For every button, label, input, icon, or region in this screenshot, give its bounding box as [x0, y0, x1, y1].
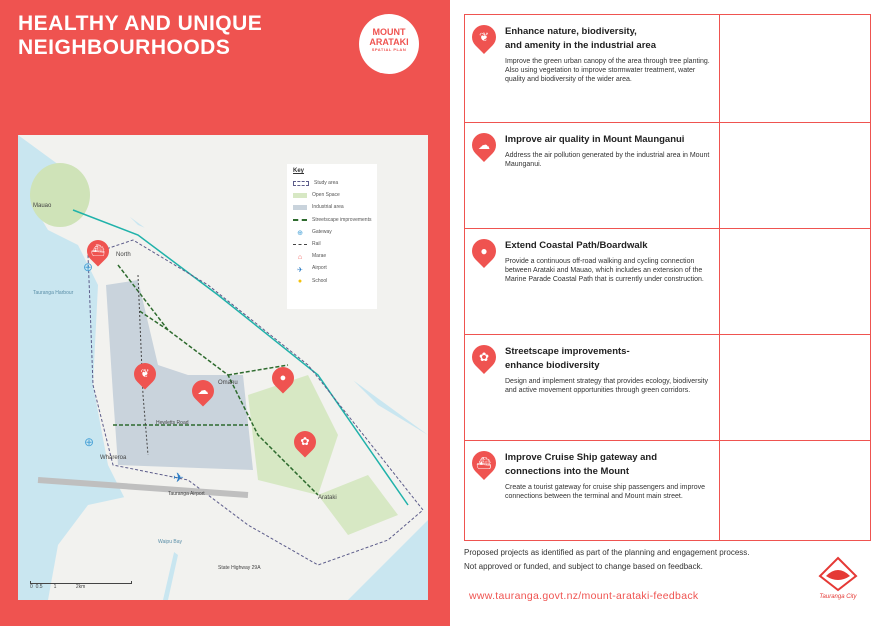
key-swatch	[293, 219, 307, 221]
project-icon	[467, 234, 501, 268]
gateway-whareroa-icon: ⊕	[84, 435, 95, 449]
page-title: HEALTHY AND UNIQUE NEIGHBOURHOODS	[18, 12, 263, 59]
project-row	[465, 441, 870, 540]
project-row	[465, 15, 870, 123]
map-pin-nature[interactable]	[129, 358, 160, 389]
leaf-icon: ❦	[478, 30, 490, 44]
project-description: Improve the green urban canopy of the area through tree planting. Also using vegetation to improve stormwater treatment, water quality and biodiversity of the wider area.	[505, 58, 710, 83]
ship-icon: ⛴	[476, 456, 492, 470]
plant-icon: ✿	[300, 436, 310, 448]
map-scale-bar: 0 0.5 1 2km	[30, 581, 132, 590]
map-label-harbour: Tauranga Harbour	[33, 290, 74, 296]
map-pin-coastal[interactable]	[267, 362, 298, 393]
map-label-waipu: Waipu Bay	[158, 539, 182, 545]
leaf-icon: ❦	[140, 368, 150, 380]
key-swatch	[293, 193, 307, 198]
project-title: Extend Coastal Path/Boardwalk	[505, 240, 648, 251]
airport-map-icon: ✈	[173, 470, 184, 485]
key-swatch	[293, 205, 307, 210]
key-item: ⌂ Marae	[287, 250, 377, 262]
council-emblem-icon	[818, 556, 858, 592]
map-label-whareroa: Whareroa	[100, 455, 127, 461]
ship-icon: ⛴	[91, 245, 105, 257]
project-title: Improve Cruise Ship gateway and connections into the Mount	[505, 452, 658, 477]
project-title: Improve air quality in Mount Maunganui	[505, 134, 685, 145]
key-item: ✈ Airport	[287, 262, 377, 274]
map-pin-streetscape[interactable]	[289, 426, 320, 457]
plant-icon: ✿	[478, 350, 490, 364]
project-description: Create a tourist gateway for cruise ship passengers and improve connections between the terminal and Mount main street.	[505, 484, 705, 500]
key-item: Study area	[287, 177, 377, 189]
map-label-hewletts: Hewletts Road	[156, 420, 189, 426]
project-row	[465, 335, 870, 441]
disclaimer-line-2: Not approved or funded, and subject to change based on feedback.	[464, 562, 703, 571]
map-pin-air[interactable]	[187, 375, 218, 406]
key-item: Open Space	[287, 189, 377, 201]
school-icon: ●	[297, 278, 303, 286]
mauao-hill	[30, 163, 90, 227]
project-title: Streetscape improvements- enhance biodiversity	[505, 346, 630, 371]
key-swatch	[293, 244, 307, 245]
project-icon	[467, 128, 501, 162]
key-item: Rail	[287, 238, 377, 250]
map-label-arataki: Arataki	[318, 495, 337, 501]
project-description: Provide a continuous off-road walking and cycling connection between Arataki and Mauao, which includes an extension of the Marine Parade Coastal Path that is currently under construction.	[505, 258, 704, 283]
project-description: Address the air pollution generated by the industrial area in Mount Maunganui.	[505, 152, 710, 168]
neighbourhood-map[interactable]	[18, 135, 428, 600]
map-label-north: North	[116, 252, 131, 258]
project-icon	[467, 446, 501, 480]
map-key: Key Study area Open Space Industrial area Streetscape improvements ⊕ Gateway Rail ⌂ Marae ✈ Airport ● School	[287, 164, 377, 309]
projects-table	[464, 14, 871, 541]
project-icon	[467, 340, 501, 374]
cloud-icon: ☁	[197, 385, 209, 397]
marae-icon: ⌂	[297, 253, 303, 261]
project-icon	[467, 20, 501, 54]
key-item: Streetscape improvements	[287, 214, 377, 226]
feedback-link[interactable]: www.tauranga.govt.nz/mount-arataki-feedback	[469, 590, 699, 602]
project-row	[465, 123, 870, 229]
key-swatch	[293, 181, 309, 186]
gateway-north-icon: ⊕	[83, 260, 94, 274]
map-label-airport: Tauranga Airport	[168, 491, 205, 497]
project-title: Enhance nature, biodiversity, and amenity in the industrial area	[505, 26, 656, 51]
map-label-sh29: State Highway 29A	[218, 565, 261, 571]
project-description: Design and implement strategy that provides ecology, biodiversity and active movement opportunities through green corridors.	[505, 378, 708, 394]
map-label-omanu: Omanu	[218, 380, 238, 386]
location-pin-icon: ●	[480, 244, 488, 258]
mount-arataki-logo: MOUNT ARATAKI SPATIAL PLAN	[359, 14, 419, 74]
key-item: ⊕ Gateway	[287, 226, 377, 238]
key-item: ● School	[287, 275, 377, 287]
airport-icon: ✈	[297, 266, 303, 274]
gateway-icon: ⊕	[297, 230, 303, 238]
project-row	[465, 229, 870, 335]
cloud-icon: ☁	[478, 138, 490, 152]
map-label-mauao: Mauao	[33, 203, 52, 209]
location-pin-icon: ●	[279, 372, 287, 384]
disclaimer-line-1: Proposed projects as identified as part of the planning and engagement process.	[464, 548, 750, 557]
tauranga-city-logo: Tauranga City	[808, 556, 868, 604]
key-item: Industrial area	[287, 201, 377, 213]
